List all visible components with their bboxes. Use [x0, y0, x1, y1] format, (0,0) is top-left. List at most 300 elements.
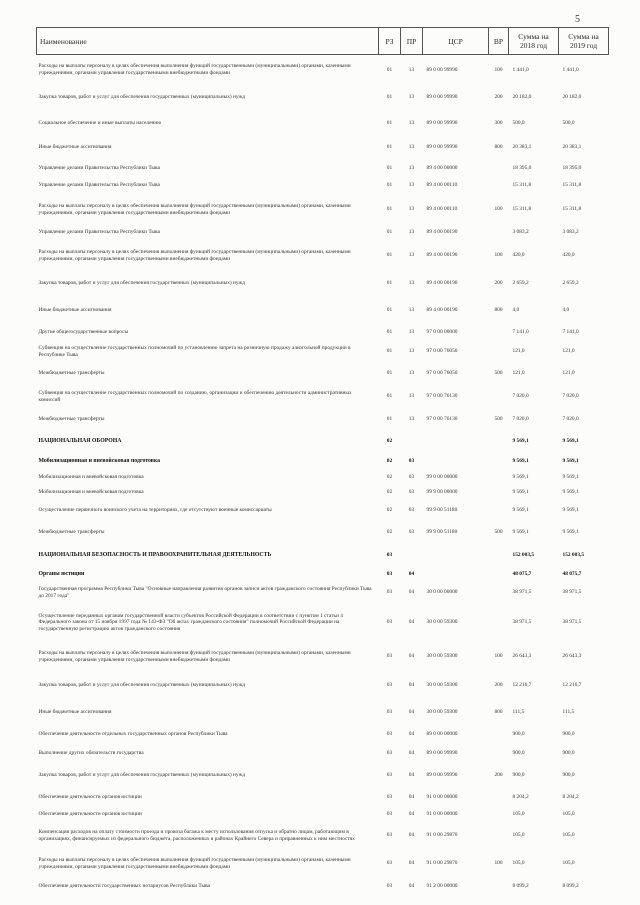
row-pr: 04	[408, 794, 415, 801]
table-row	[37, 85, 609, 111]
row-csr: 99 9 00 00000	[426, 488, 458, 495]
row-vr	[489, 485, 509, 500]
row-rz: 03	[386, 860, 393, 867]
row-name: Обеспечение деятельности органов юстиции	[38, 794, 142, 801]
row-sum-2018: 121,0	[512, 348, 525, 355]
row-sum-2018: 18 395,0	[512, 164, 532, 171]
row-name: Закупка товаров, работ и услуг для обеспечения государственных (муниципальных) нужд	[38, 280, 246, 287]
row-sum-2018: 7 020,0	[512, 393, 529, 400]
row-sum-2018: 9 569,1	[512, 488, 529, 495]
row-vr	[489, 726, 509, 744]
table-row	[37, 744, 609, 764]
table-row	[37, 604, 609, 642]
row-sum-2019: 105,0	[562, 832, 575, 839]
row-name: Расходы на выплаты персоналу в целях обеспечения выполнения функций государственными (муниципальными) органами, казенными учреждениями, органами управления государственными внебюджетными фондами	[38, 650, 351, 663]
row-name: Мобилизационная и вневойсковая подготовка	[38, 457, 161, 464]
row-pr: 04	[408, 860, 415, 867]
row-sum-2019: 18 395,0	[562, 164, 582, 171]
row-sum-2019: 12 216,7	[562, 682, 582, 689]
row-csr: 30 0 00 00000	[426, 589, 458, 596]
row-csr: 89 4 00 00110	[426, 182, 458, 189]
row-name: Обеспечение деятельности органов юстиции	[38, 811, 142, 818]
row-pr: 13	[408, 416, 415, 423]
table-row	[37, 136, 609, 160]
row-csr: 91 2 00 00000	[426, 883, 458, 890]
row-sum-2019: 111,5	[562, 709, 575, 716]
row-vr	[489, 470, 509, 485]
row-rz: 01	[386, 206, 393, 213]
row-pr: 13	[408, 393, 415, 400]
row-sum-2018: 9 569,1	[512, 529, 529, 536]
table-row	[37, 878, 609, 896]
row-vr	[489, 160, 509, 177]
row-pr: 04	[408, 883, 415, 890]
row-sum-2018: 20 383,1	[512, 144, 532, 151]
row-csr: 89 0 00 99990	[426, 772, 458, 779]
row-sum-2018: 152 003,5	[512, 552, 535, 559]
row-sum-2018: 38 971,5	[512, 619, 532, 626]
row-pr: 13	[408, 182, 415, 189]
table-row	[37, 177, 609, 195]
row-vr	[489, 788, 509, 808]
page-number: 5	[575, 14, 580, 25]
table-row	[37, 111, 609, 136]
header-pr: ПР	[401, 28, 423, 55]
table-row	[37, 850, 609, 878]
row-sum-2019: 900,0	[562, 750, 575, 757]
row-sum-2019: 152 003,5	[562, 552, 585, 559]
row-name: Расходы на выплаты персоналу в целях обеспечения выполнения функций государственными (муниципальными) органами, казенными учреждениями, органами управления государственными внебюджетными фондами	[38, 249, 351, 262]
row-vr: 100	[494, 653, 503, 660]
row-vr	[489, 453, 509, 470]
row-name: Выполнение других обязательств государства	[38, 750, 144, 757]
row-sum-2019: 20 182,0	[562, 94, 582, 101]
row-vr	[489, 385, 509, 409]
row-sum-2018: 900,0	[512, 750, 525, 757]
table-row	[37, 297, 609, 325]
row-sum-2018: 4,0	[512, 307, 520, 314]
row-name: НАЦИОНАЛЬНАЯ БЕЗОПАСНОСТЬ И ПРАВООХРАНИТЕЛЬНАЯ ДЕЯТЕЛЬНОСТЬ	[38, 552, 272, 559]
row-name: Субвенция на осуществление государственных полномочий по созданию, организации и обеспечению деятельности административных комиссий	[38, 390, 352, 403]
row-rz: 02	[386, 457, 393, 464]
row-sum-2019: 9 569,1	[562, 457, 579, 464]
row-pr: 13	[408, 229, 415, 236]
row-name: Межбюджетные трансферты	[38, 416, 105, 423]
row-rz: 01	[386, 370, 393, 377]
row-sum-2018: 420,0	[512, 252, 525, 259]
row-name: Расходы на выплаты персоналу в целях обеспечения выполнения функций государственными (муниципальными) органами, казенными учреждениями, органами управления государственными внебюджетными фондами	[38, 203, 351, 216]
row-vr	[489, 808, 509, 822]
row-csr: 30 0 00 59300	[426, 709, 458, 716]
row-csr: 91 0 00 00000	[426, 794, 458, 801]
table-row	[37, 822, 609, 850]
table-row	[37, 642, 609, 672]
row-sum-2019: 15 311,8	[562, 206, 582, 213]
row-vr	[489, 431, 509, 453]
row-pr: 13	[408, 252, 415, 259]
row-sum-2018: 900,0	[512, 772, 525, 779]
header-sum-2018: Сумма на 2018 год	[509, 28, 559, 55]
row-rz: 02	[386, 438, 393, 445]
row-sum-2019: 26 643,3	[562, 653, 582, 660]
row-csr: 91 0 00 29870	[426, 860, 458, 867]
row-vr	[489, 582, 509, 604]
row-rz: 01	[386, 119, 393, 126]
row-pr	[401, 431, 423, 453]
row-name: Управление делами Правительства Республики Тыва	[38, 182, 160, 189]
row-sum-2019: 9 569,1	[562, 473, 579, 480]
row-name: Закупка товаров, работ и услуг для обеспечения государственных (муниципальных) нужд	[38, 772, 246, 779]
row-sum-2019: 500,0	[562, 119, 575, 126]
row-rz: 01	[386, 348, 393, 355]
row-name: Обеспечение деятельности государственных нотариусов Республики Тыва	[38, 883, 210, 890]
row-rz: 01	[386, 144, 393, 151]
table-header-row	[37, 28, 609, 55]
row-rz: 01	[386, 416, 393, 423]
row-sum-2018: 900,0	[512, 731, 525, 738]
row-pr: 03	[408, 457, 415, 464]
row-pr: 13	[408, 94, 415, 101]
row-sum-2019: 7 020,0	[562, 416, 579, 423]
row-name: Управление делами Правительства Республики Тыва	[38, 229, 160, 236]
row-vr	[489, 878, 509, 896]
row-rz: 01	[386, 66, 393, 73]
row-sum-2019: 121,0	[562, 348, 575, 355]
row-csr: 99 9 00 51180	[426, 507, 458, 514]
row-vr: 500	[494, 370, 503, 377]
row-sum-2018: 26 643,3	[512, 653, 532, 660]
row-sum-2019: 9 569,1	[562, 529, 579, 536]
table-row	[37, 522, 609, 544]
row-csr: 89 0 00 99990	[426, 66, 458, 73]
row-sum-2018: 12 216,7	[512, 682, 532, 689]
row-sum-2018: 2 659,2	[512, 280, 529, 287]
row-vr: 200	[494, 94, 503, 101]
row-rz: 03	[386, 731, 393, 738]
table-body	[37, 55, 609, 896]
row-sum-2018: 105,0	[512, 860, 525, 867]
row-csr: 89 4 00 00190	[426, 252, 458, 259]
row-sum-2018: 15 311,8	[512, 206, 532, 213]
row-sum-2018: 9 569,1	[512, 473, 529, 480]
row-sum-2019: 38 971,5	[562, 619, 582, 626]
row-rz: 01	[386, 94, 393, 101]
table-row	[37, 241, 609, 271]
row-sum-2019: 4,0	[562, 307, 570, 314]
row-pr: 04	[408, 709, 415, 716]
row-name: Обеспечение деятельности отдельных государственных органов Республики Тыва	[38, 731, 228, 738]
row-sum-2019: 9 569,1	[562, 488, 579, 495]
row-sum-2018: 9 569,1	[512, 438, 529, 445]
row-csr: 89 4 00 00190	[426, 307, 458, 314]
row-vr: 200	[494, 280, 503, 287]
row-csr: 97 0 00 76130	[426, 416, 458, 423]
row-pr: 04	[408, 811, 415, 818]
row-sum-2019: 48 075,7	[562, 571, 582, 578]
row-name: Субвенция на осуществление государственных полномочий по установлению запрета на розничную продажу алкогольной продукции в Республике Тыва	[38, 345, 351, 358]
row-vr: 800	[494, 709, 503, 716]
table-row	[37, 271, 609, 297]
row-sum-2018: 121,0	[512, 370, 525, 377]
header-vr: ВР	[489, 28, 509, 55]
row-sum-2019: 7 141,0	[562, 329, 579, 336]
row-sum-2019: 38 971,5	[562, 589, 582, 596]
row-sum-2019: 900,0	[562, 772, 575, 779]
table-row	[37, 544, 609, 568]
row-rz: 03	[386, 794, 393, 801]
row-vr: 500	[494, 416, 503, 423]
row-csr: 89 0 00 99990	[426, 144, 458, 151]
row-csr: 30 0 00 59300	[426, 619, 458, 626]
row-vr	[489, 177, 509, 195]
row-rz: 02	[386, 529, 393, 536]
row-csr: 91 0 00 00000	[426, 811, 458, 818]
row-name: Межбюджетные трансферты	[38, 370, 105, 377]
row-rz: 03	[386, 682, 393, 689]
table-row	[37, 470, 609, 485]
table-row	[37, 500, 609, 522]
row-pr: 04	[408, 589, 415, 596]
row-sum-2019: 9 569,1	[562, 507, 579, 514]
row-rz: 03	[386, 653, 393, 660]
table-row	[37, 160, 609, 177]
table-row	[37, 764, 609, 788]
row-pr: 04	[408, 731, 415, 738]
row-vr: 500	[494, 529, 503, 536]
row-name: Государственная программа Республики Тыва "Основные направления развития органов записи актов гражданского состояния Республики Тыва до 2017 года"	[38, 586, 372, 599]
row-vr: 100	[494, 860, 503, 867]
row-sum-2019: 8 204,2	[562, 794, 579, 801]
row-csr: 89 4 00 00190	[426, 280, 458, 287]
row-csr: 89 0 00 99990	[426, 119, 458, 126]
row-name: Социальное обеспечение и иные выплаты населению	[38, 119, 162, 126]
row-sum-2019: 3 083,2	[562, 229, 579, 236]
budget-table	[36, 27, 609, 896]
row-sum-2018: 500,0	[512, 119, 525, 126]
row-name: Компенсация расходов на оплату стоимости проезда и провоза багажа к месту использования отпуска и обратно лицам, работающим в организациях, финансируемых из федерального бюджета, расположенных в районах Крайнего Севера и приравненных к ним местностях	[38, 829, 355, 842]
row-pr: 03	[408, 488, 415, 495]
row-rz: 03	[386, 619, 393, 626]
row-rz: 03	[386, 589, 393, 596]
row-vr: 100	[494, 66, 503, 73]
table-row	[37, 341, 609, 363]
row-pr: 13	[408, 144, 415, 151]
row-sum-2018: 48 075,7	[512, 571, 532, 578]
row-sum-2019: 105,0	[562, 811, 575, 818]
table-row	[37, 453, 609, 470]
row-sum-2018: 7 020,0	[512, 416, 529, 423]
row-pr: 04	[408, 619, 415, 626]
row-sum-2018: 20 182,0	[512, 94, 532, 101]
row-csr: 97 0 00 76050	[426, 370, 458, 377]
row-rz: 02	[386, 488, 393, 495]
row-sum-2019: 1 441,0	[562, 66, 579, 73]
row-sum-2018: 9 569,1	[512, 457, 529, 464]
row-sum-2019: 900,0	[562, 731, 575, 738]
row-csr: 30 0 00 59300	[426, 682, 458, 689]
row-vr	[489, 325, 509, 341]
table-row	[37, 409, 609, 431]
table-row	[37, 385, 609, 409]
row-rz: 01	[386, 229, 393, 236]
row-pr: 13	[408, 370, 415, 377]
row-name: Иные бюджетные ассигнования	[38, 307, 112, 314]
row-rz: 01	[386, 280, 393, 287]
table-row	[37, 225, 609, 241]
row-csr: 89 4 00 00190	[426, 229, 458, 236]
row-rz: 01	[386, 329, 393, 336]
row-name: Мобилизационная и вневойсковая подготовка	[38, 473, 144, 480]
row-pr: 03	[408, 507, 415, 514]
row-pr: 04	[408, 750, 415, 757]
row-vr: 200	[494, 772, 503, 779]
row-pr	[401, 544, 423, 568]
row-csr: 99 0 00 00000	[426, 473, 458, 480]
table-row	[37, 788, 609, 808]
header-name: Наименование	[37, 28, 379, 55]
row-rz: 01	[386, 164, 393, 171]
row-name: Другие общегосударственные вопросы	[38, 329, 129, 336]
row-pr: 04	[408, 653, 415, 660]
row-sum-2019: 7 020,0	[562, 393, 579, 400]
row-pr: 03	[408, 529, 415, 536]
row-vr	[489, 341, 509, 363]
row-name: Расходы на выплаты персоналу в целях обеспечения выполнения функций государственными (муниципальными) органами, казенными учреждениями, органами управления государственными внебюджетными фондами	[38, 857, 351, 870]
row-sum-2018: 1 441,0	[512, 66, 529, 73]
row-sum-2018: 3 083,2	[512, 229, 529, 236]
row-csr	[423, 431, 489, 453]
row-vr	[489, 225, 509, 241]
row-sum-2018: 105,0	[512, 811, 525, 818]
row-pr: 04	[408, 682, 415, 689]
row-sum-2018: 105,0	[512, 832, 525, 839]
row-sum-2018: 15 311,8	[512, 182, 532, 189]
row-csr	[423, 453, 489, 470]
row-name: Органы юстиции	[38, 571, 85, 578]
row-vr: 100	[494, 252, 503, 259]
row-name: Мобилизационная и вневойсковая подготовка	[38, 488, 144, 495]
row-sum-2018: 7 141,0	[512, 329, 529, 336]
row-vr	[489, 604, 509, 642]
row-vr: 800	[494, 307, 503, 314]
row-csr: 97 0 00 76050	[426, 348, 458, 355]
row-sum-2019: 20 383,1	[562, 144, 582, 151]
table-row	[37, 363, 609, 385]
row-csr	[423, 568, 489, 582]
row-sum-2018: 8 204,2	[512, 794, 529, 801]
row-pr: 13	[408, 329, 415, 336]
row-rz: 03	[386, 883, 393, 890]
row-pr: 04	[408, 772, 415, 779]
row-sum-2019: 121,0	[562, 370, 575, 377]
row-rz: 03	[386, 811, 393, 818]
row-csr: 99 9 00 51180	[426, 529, 458, 536]
row-name: НАЦИОНАЛЬНАЯ ОБОРОНА	[38, 438, 122, 445]
row-rz: 03	[386, 750, 393, 757]
row-sum-2018: 111,5	[512, 709, 525, 716]
table-row	[37, 325, 609, 341]
row-rz: 03	[386, 571, 393, 578]
row-pr: 13	[408, 348, 415, 355]
row-sum-2019: 8 099,2	[562, 883, 579, 890]
row-sum-2018: 9 569,1	[512, 507, 529, 514]
row-pr: 13	[408, 164, 415, 171]
row-name: Закупка товаров, работ и услуг для обеспечения государственных (муниципальных) нужд	[38, 682, 246, 689]
row-vr	[489, 544, 509, 568]
row-csr: 91 0 00 29870	[426, 832, 458, 839]
row-rz: 03	[386, 552, 393, 559]
header-rz: РЗ	[379, 28, 401, 55]
table-row	[37, 672, 609, 700]
row-csr: 89 0 00 99990	[426, 750, 458, 757]
row-name: Управление делами Правительства Республики Тыва	[38, 164, 160, 171]
row-pr: 13	[408, 66, 415, 73]
row-vr	[489, 568, 509, 582]
table-row	[37, 55, 609, 85]
row-pr: 04	[408, 832, 415, 839]
row-csr: 89 4 00 00110	[426, 206, 458, 213]
row-pr: 13	[408, 307, 415, 314]
table-row	[37, 808, 609, 822]
row-name: Осуществление первичного воинского учета на территориях, где отсутствуют военные комиссариаты	[38, 507, 272, 514]
table-row	[37, 431, 609, 453]
row-csr: 30 0 00 59300	[426, 653, 458, 660]
row-pr: 13	[408, 206, 415, 213]
header-sum-2019: Сумма на 2019 год	[559, 28, 609, 55]
row-name: Иные бюджетные ассигнования	[38, 709, 112, 716]
row-sum-2019: 420,0	[562, 252, 575, 259]
row-vr	[489, 822, 509, 850]
row-pr: 13	[408, 119, 415, 126]
row-pr: 13	[408, 280, 415, 287]
row-vr: 100	[494, 206, 503, 213]
row-sum-2019: 105,0	[562, 860, 575, 867]
row-sum-2019: 15 311,8	[562, 182, 582, 189]
row-name: Расходы на выплаты персоналу в целях обеспечения выполнения функций государственными (муниципальными) органами, казенными учреждениями, органами управления государственными внебюджетными фондами	[38, 63, 351, 76]
row-rz: 02	[386, 473, 393, 480]
row-sum-2018: 38 971,5	[512, 589, 532, 596]
row-vr	[489, 744, 509, 764]
row-csr	[423, 544, 489, 568]
row-csr: 89 0 00 99990	[426, 94, 458, 101]
row-rz: 01	[386, 393, 393, 400]
row-rz: 02	[386, 507, 393, 514]
row-sum-2018: 8 099,2	[512, 883, 529, 890]
row-sum-2019: 9 569,1	[562, 438, 579, 445]
table-row	[37, 485, 609, 500]
table-row	[37, 582, 609, 604]
row-rz: 03	[386, 832, 393, 839]
row-vr: 800	[494, 144, 503, 151]
row-pr: 03	[408, 473, 415, 480]
row-rz: 03	[386, 772, 393, 779]
table-row	[37, 195, 609, 225]
row-vr	[489, 500, 509, 522]
row-name: Межбюджетные трансферты	[38, 529, 105, 536]
row-sum-2019: 2 659,2	[562, 280, 579, 287]
row-rz: 01	[386, 307, 393, 314]
row-csr: 97 0 00 76130	[426, 393, 458, 400]
table-row	[37, 700, 609, 726]
row-rz: 03	[386, 709, 393, 716]
table-row	[37, 726, 609, 744]
table-row	[37, 568, 609, 582]
row-csr: 97 0 00 00000	[426, 329, 458, 336]
row-rz: 01	[386, 252, 393, 259]
row-rz: 01	[386, 182, 393, 189]
row-name: Закупка товаров, работ и услуг для обеспечения государственных (муниципальных) нужд	[38, 94, 246, 101]
header-csr: ЦСР	[423, 28, 489, 55]
